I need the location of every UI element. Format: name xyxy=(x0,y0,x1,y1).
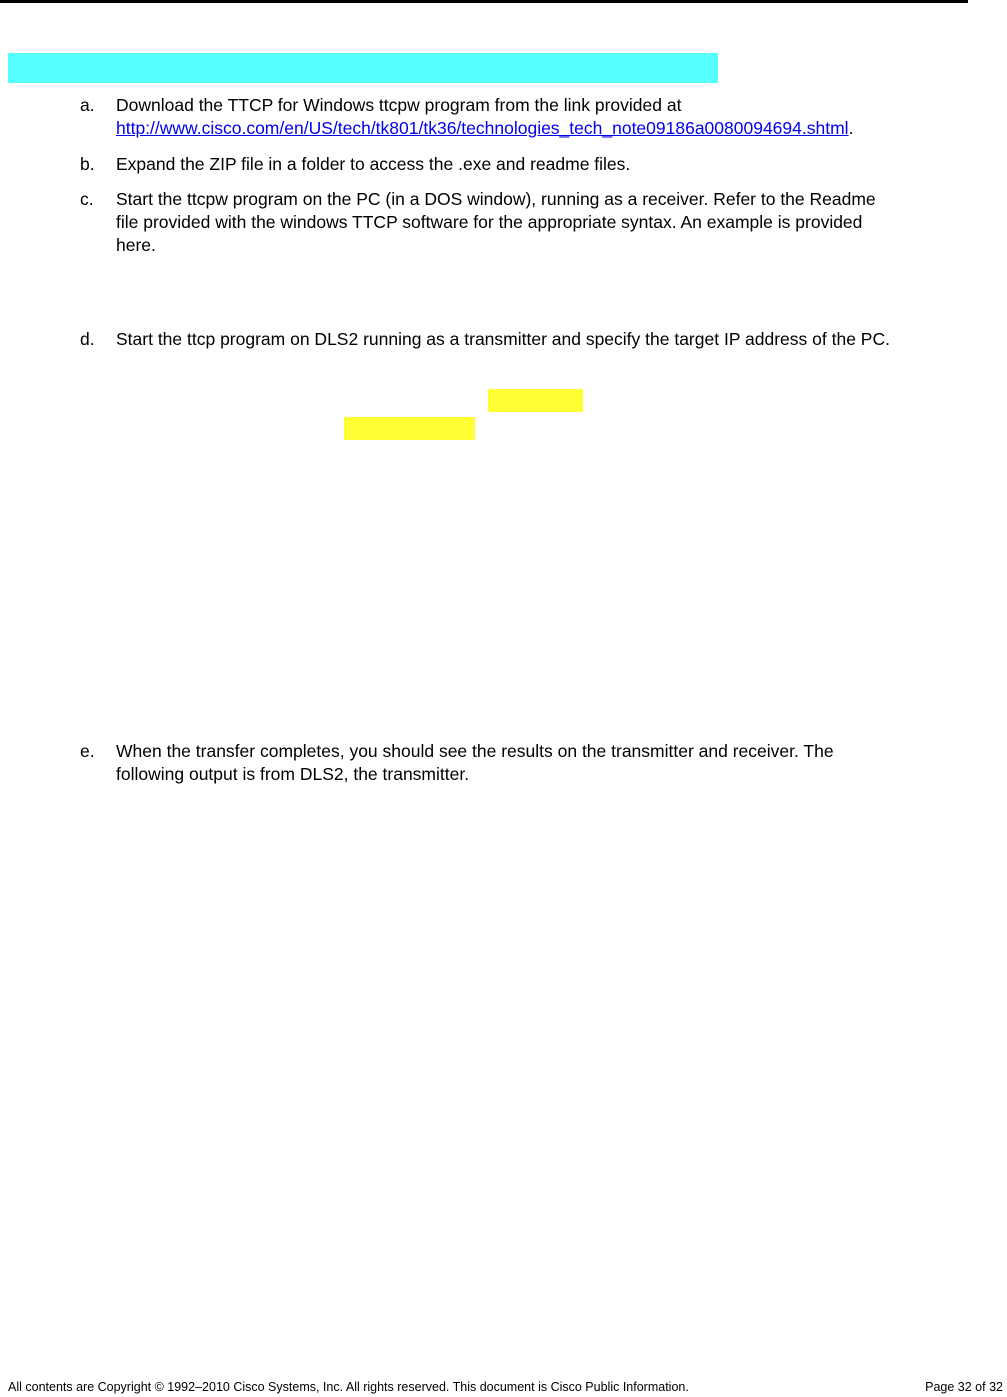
step-a-letter: a. xyxy=(80,95,95,115)
ttcp-download-link[interactable]: http://www.cisco.com/en/US/tech/tk801/tk36/technologies_tech_note09186a0080094694.shtml xyxy=(116,118,849,138)
footer-copyright: All contents are Copyright © 1992–2010 Cisco Systems, Inc. All rights reserved. This document is Cisco Public Information. xyxy=(8,1380,689,1394)
step-b-text: Expand the ZIP file in a folder to access the .exe and readme files. xyxy=(116,154,631,174)
step-c-text xyxy=(116,188,1000,257)
step-e-line2: following output is from DLS2, the transmitter. xyxy=(116,764,470,784)
page-number: Page 32 of 32 xyxy=(925,1380,1003,1394)
step-a-text xyxy=(116,94,1000,140)
step-c-line1: Start the ttcpw program on the PC (in a DOS window), running as a receiver. Refer to the Readme xyxy=(116,189,876,209)
step-d xyxy=(80,328,1000,351)
highlight-mark-1 xyxy=(488,389,583,412)
step-a-line1: Download the TTCP for Windows ttcpw program from the link provided at xyxy=(116,95,682,115)
step-d-text: Start the ttcp program on DLS2 running as a transmitter and specify the target IP address of the PC. xyxy=(116,329,890,349)
step-b xyxy=(80,153,1000,176)
step-e-letter: e. xyxy=(80,741,95,761)
step-e-text xyxy=(116,740,1000,786)
step-heading-band xyxy=(8,53,718,83)
step-e xyxy=(80,740,1000,786)
step-c-line2: file provided with the windows TTCP software for the appropriate syntax. An example is provided xyxy=(116,212,863,232)
step-c-letter: c. xyxy=(80,189,94,209)
top-rule xyxy=(0,0,968,3)
step-e-line1: When the transfer completes, you should see the results on the transmitter and receiver. The xyxy=(116,741,834,761)
step-c-line3: here. xyxy=(116,235,156,255)
step-a-line2 xyxy=(116,117,1000,140)
step-a xyxy=(80,94,1000,140)
step-c xyxy=(80,188,1000,257)
step-b-letter: b. xyxy=(80,154,95,174)
step-d-letter: d. xyxy=(80,329,95,349)
step-a-period: . xyxy=(848,118,854,138)
highlight-mark-2 xyxy=(344,417,475,440)
